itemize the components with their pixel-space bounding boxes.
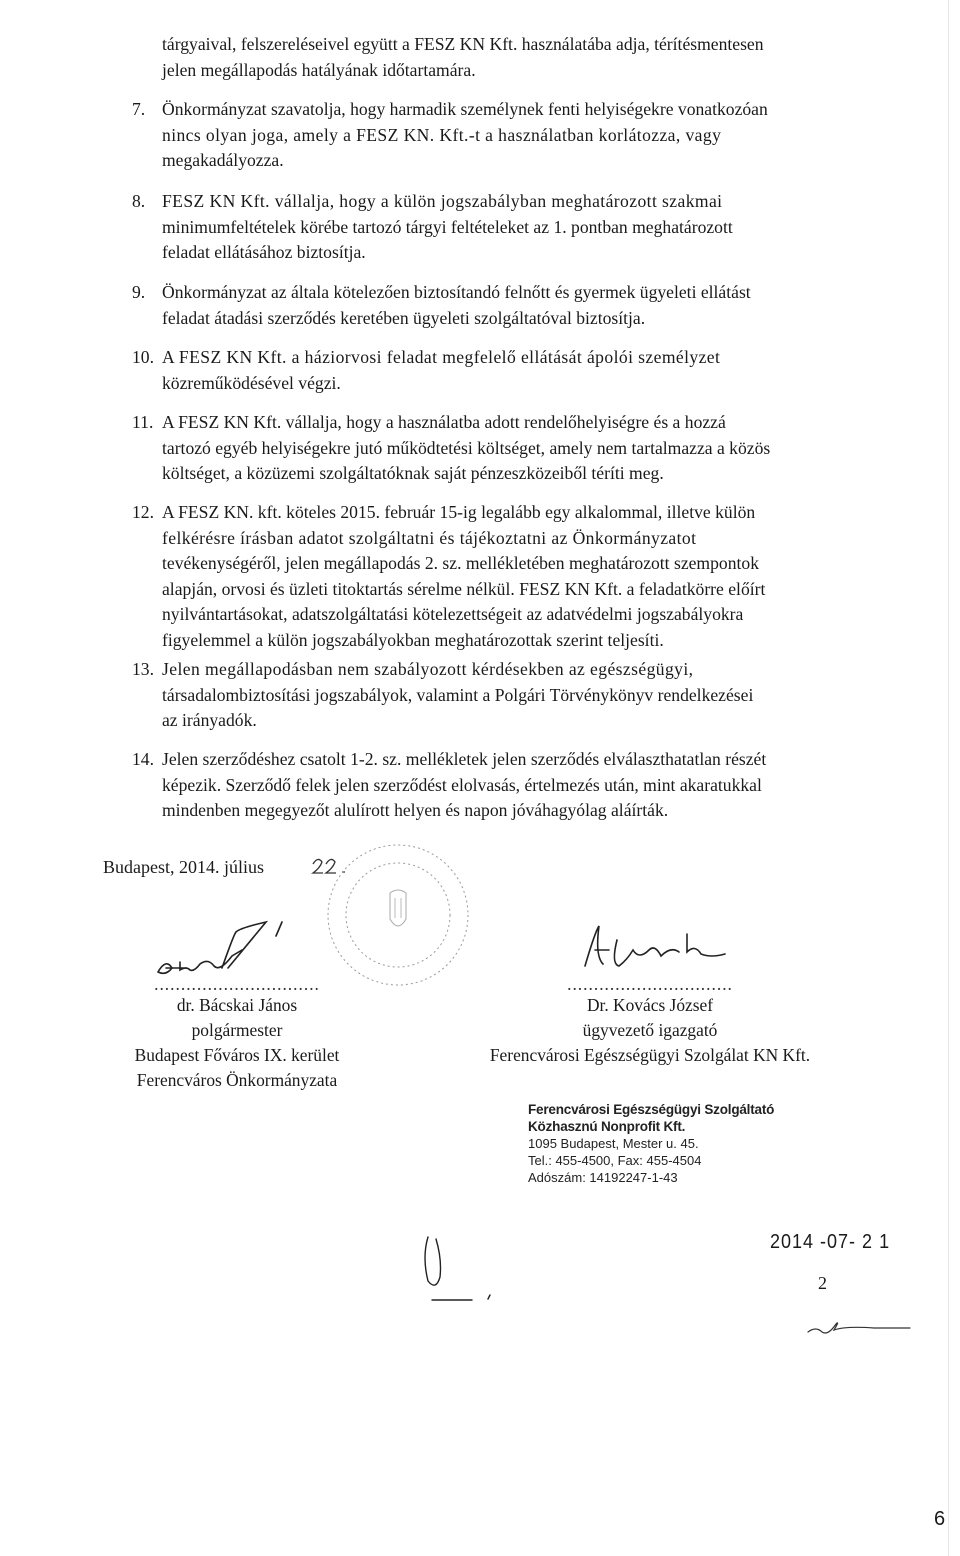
stamp-line: Közhasznú Nonprofit Kft. [528, 1119, 686, 1134]
text-line: költséget, a közüzemi szolgáltatóknak saját pénzeszközeiből téríti meg. [162, 463, 664, 483]
stamp-line: Ferencvárosi Egészségügyi Szolgáltató [528, 1102, 775, 1117]
item-number: 12. [132, 502, 154, 522]
text-line: Jelen megállapodásban nem szabályozott kérdésekben az egészségügyi, [162, 659, 694, 679]
paraph-scribble [808, 1323, 910, 1333]
signature-line: ............................... [567, 974, 733, 994]
stamp-line: Tel.: 455-4500, Fax: 455-4504 [528, 1153, 702, 1168]
text-line: Önkormányzat szavatolja, hogy harmadik személynek fenti helyiségekre vonatkozóan [162, 99, 768, 119]
item-number: 13. [132, 659, 154, 679]
place-date-text: Budapest, 2014. július [103, 857, 264, 877]
item-number: 8. [132, 191, 146, 211]
text-line: Önkormányzat az általa kötelezően biztosítandó felnőtt és gyermek ügyeleti ellátást [162, 282, 751, 302]
corner-number: 6 [934, 1508, 946, 1530]
signatory-name: dr. Bácskai János [176, 995, 298, 1015]
signatory-title: ügyvezető igazgató [582, 1020, 718, 1040]
text-line: alapján, orvosi és üzleti titoktartás sérelme nélkül. FESZ KN Kft. a feladatkörre előírt [162, 578, 766, 599]
page-number: 2 [818, 1273, 827, 1293]
text-line: képezik. Szerződő felek jelen szerződést elolvasás, értelmezés után, mint akaratukkal [162, 774, 762, 795]
signatory-name: Dr. Kovács József [586, 995, 714, 1015]
text-line: A FESZ KN Kft. a háziorvosi feladat megfelelő ellátását ápolói személyzet [162, 347, 721, 367]
text-line: tevékenységéről, jelen megállapodás 2. sz. mellékletében meghatározott szempontok [162, 553, 759, 573]
text-line: társadalombiztosítási jogszabályok, valamint a Polgári Törvénykönyv rendelkezései [162, 684, 754, 705]
text-line: tartozó egyéb helyiségekre jutó működtetési költséget, amely nem tartalmazza a közös [162, 437, 771, 458]
text-line: nyilvántartásokat, adatszolgáltatási kötelezettségeit az adatvédelmi jogszabályokra [162, 604, 744, 624]
text-line: tárgyaival, felszereléseivel együtt a FESZ KN Kft. használatába adja, térítésmentesen [162, 34, 764, 54]
company-stamp [528, 1101, 774, 1186]
text-line: közreműködésével végzi. [162, 372, 341, 393]
initials-signature [425, 1237, 490, 1300]
received-date-stamp: 2014 -07- 2 1 [770, 1229, 891, 1253]
item-number: 9. [132, 282, 146, 302]
left-signature [158, 922, 282, 973]
text-line: felkérésre írásban adatot szolgáltatni és tájékoztatni az Önkormányzatot [162, 527, 697, 548]
text-line: A FESZ KN Kft. vállalja, hogy a használatba adott rendelőhelyiségre és a hozzá [162, 412, 726, 432]
signature-line: ............................... [154, 974, 320, 994]
item-number: 11. [132, 412, 154, 432]
round-seal [328, 845, 468, 985]
text-line: megakadályozza. [162, 150, 284, 170]
stamp-line: 1095 Budapest, Mester u. 45. [528, 1136, 699, 1151]
text-line: feladat átadási szerződés keretében ügyeleti szolgáltatóval biztosítja. [162, 307, 646, 328]
item-number: 7. [132, 99, 146, 119]
text-line: mindenben megegyezőt alulírott helyen és napon jóváhagyólag aláírták. [162, 800, 669, 820]
right-signature [585, 926, 725, 966]
right-signature-block [440, 975, 860, 1068]
handwritten-day [313, 859, 345, 873]
signatory-title: polgármester [191, 1020, 283, 1040]
item-number: 10. [132, 347, 154, 367]
signatory-org: Ferencváros Önkormányzata [136, 1070, 338, 1090]
text-line: az irányadók. [162, 710, 257, 730]
text-line: nincs olyan joga, amely a FESZ KN. Kft.-t a használatban korlátozza, vagy [162, 124, 722, 145]
signatory-org: Budapest Főváros IX. kerület [134, 1045, 340, 1065]
text-line: minimumfeltételek körébe tartozó tárgyi feltételeket az 1. pontban meghatározott [162, 216, 733, 237]
text-line: Jelen szerződéshez csatolt 1-2. sz. mellékletek jelen szerződés elválaszthatatlan részét [162, 749, 767, 769]
item-number: 14. [132, 749, 154, 769]
left-signature-block [92, 975, 382, 1093]
text-line: jelen megállapodás hatályának időtartamára. [162, 59, 476, 80]
stamp-line: Adószám: 14192247-1-43 [528, 1170, 678, 1185]
text-line: FESZ KN Kft. vállalja, hogy a külön jogszabályban meghatározott szakmai [162, 191, 723, 211]
text-line: feladat ellátásához biztosítja. [162, 242, 366, 262]
signatory-org: Ferencvárosi Egészségügyi Szolgálat KN Kft. [489, 1045, 811, 1065]
text-line: A FESZ KN. kft. köteles 2015. február 15-ig legalább egy alkalommal, illetve külön [162, 502, 756, 522]
text-line: figyelemmel a külön jogszabályokban meghatározottak szerint teljesíti. [162, 629, 664, 650]
